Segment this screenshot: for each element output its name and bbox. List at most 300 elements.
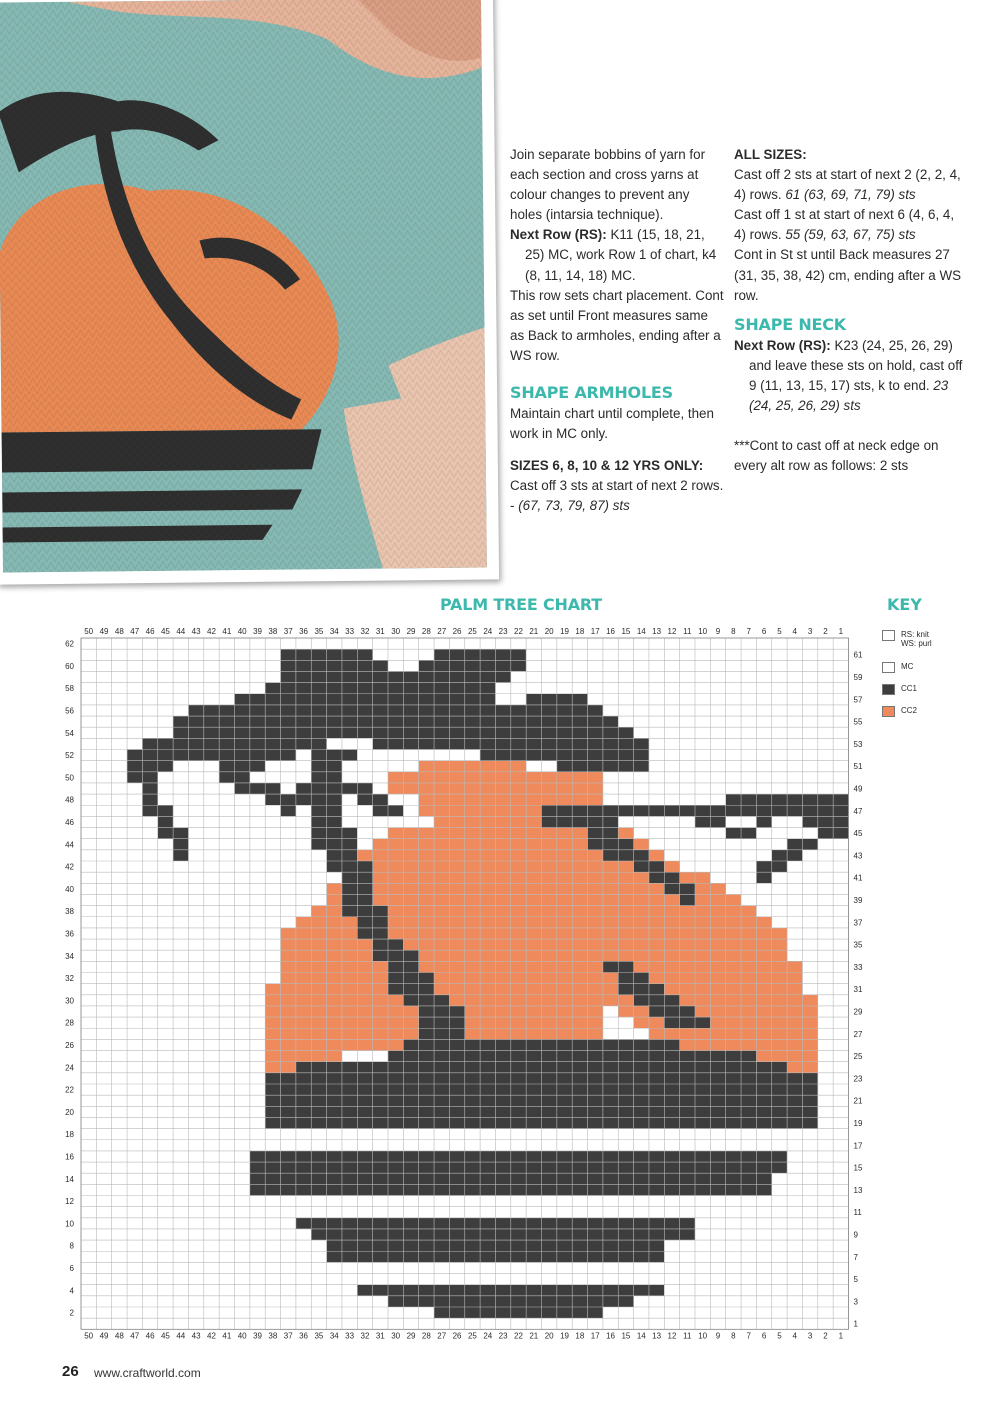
stitch-cc2 [311,961,326,972]
stitch-cc1 [250,750,265,761]
stitch-cc1 [311,1106,326,1117]
stitch-cc2 [588,906,603,917]
stitch-cc2 [695,894,710,905]
stitch-cc1 [373,917,388,928]
stitch-cc2 [526,883,541,894]
stitch-cc1 [465,1117,480,1128]
row-number: 53 [853,739,863,749]
stitch-cc2 [449,906,464,917]
stitch-cc1 [449,1051,464,1062]
column-number: 26 [452,627,462,636]
stitch-cc2 [542,850,557,861]
stitch-cc2 [327,961,342,972]
stitch-cc1 [419,1151,434,1162]
stitch-cc2 [342,961,357,972]
stitch-cc1 [219,727,234,738]
stitch-cc1 [388,716,403,727]
stitch-cc2 [756,1051,771,1062]
stitch-cc1 [588,1073,603,1084]
stitch-cc1 [373,1162,388,1173]
stitch-cc1 [373,1240,388,1251]
stitch-cc2 [480,816,495,827]
stitch-cc2 [756,961,771,972]
stitch-cc1 [281,1073,296,1084]
stitch-cc1 [542,1240,557,1251]
column-number: 11 [683,627,692,636]
column-number: 27 [437,1331,447,1341]
stitch-cc2 [511,883,526,894]
stitch-cc2 [649,961,664,972]
column-number: 35 [314,1331,324,1341]
stitch-cc1 [557,1117,572,1128]
stitch-cc2 [726,1017,741,1028]
stitch-cc1 [419,1296,434,1307]
stitch-cc1 [603,839,618,850]
stitch-cc2 [572,995,587,1006]
stitch-cc2 [327,984,342,995]
stitch-cc1 [680,883,695,894]
stitch-cc1 [588,1151,603,1162]
stitch-cc1 [296,1184,311,1195]
sets-paragraph: This row sets chart placement. Cont as set until Front measures same as Back to armholes, ending after a WS row. [510,287,724,363]
stitch-cc1 [664,1151,679,1162]
row-number: 23 [853,1074,863,1084]
stitch-cc2 [449,928,464,939]
stitch-cc1 [772,1162,787,1173]
stitch-cc2 [664,906,679,917]
stitch-cc2 [526,772,541,783]
stitch-cc1 [634,1039,649,1050]
column-number: 46 [145,627,155,636]
row-number: 11 [853,1208,862,1218]
stitch-cc2 [511,1028,526,1039]
row-number: 27 [853,1029,863,1039]
column-number: 48 [114,1331,124,1341]
stitch-cc1 [419,1006,434,1017]
row-number: 16 [65,1152,74,1162]
row-number: 18 [65,1130,74,1140]
stitch-cc2 [756,939,771,950]
stitch-cc2 [403,1017,418,1028]
stitch-cc2 [649,1017,664,1028]
stitch-cc1 [342,683,357,694]
stitch-cc2 [449,872,464,883]
stitch-cc2 [388,839,403,850]
next-row-text: K11 (15, 18, 21, 25) MC, work Row 1 of chart, k4 (8, 11, 14, 18) MC. [525,227,717,283]
stitch-cc1 [388,1084,403,1095]
stitch-cc1 [357,1117,372,1128]
stitch-cc1 [664,1229,679,1240]
stitch-cc1 [511,1073,526,1084]
stitch-cc1 [296,738,311,749]
stitch-cc1 [634,805,649,816]
stitch-cc1 [557,816,572,827]
stitch-cc1 [480,1307,495,1318]
stitch-cc1 [327,1240,342,1251]
stitch-cc2 [388,1017,403,1028]
stitch-cc2 [756,1039,771,1050]
stitch-cc1 [588,828,603,839]
stitch-cc1 [480,1240,495,1251]
stitch-cc1 [572,1229,587,1240]
stitch-cc2 [449,939,464,950]
stitch-cc2 [465,961,480,972]
stitch-cc1 [449,1251,464,1262]
stitch-cc1 [772,1117,787,1128]
stitch-cc1 [281,1184,296,1195]
stitch-cc1 [572,1151,587,1162]
stitch-cc1 [142,772,157,783]
stitch-cc1 [434,660,449,671]
stitch-cc1 [480,694,495,705]
stitch-cc1 [219,738,234,749]
stitch-cc2 [281,1051,296,1062]
stitch-cc1 [710,1162,725,1173]
stitch-cc2 [495,984,510,995]
stitch-cc1 [403,984,418,995]
stitch-cc2 [419,850,434,861]
stitch-cc2 [449,961,464,972]
stitch-cc1 [480,1151,495,1162]
stitch-cc1 [511,750,526,761]
stitch-cc2 [557,995,572,1006]
stitch-cc2 [465,761,480,772]
stitch-cc2 [388,883,403,894]
stitch-cc2 [327,906,342,917]
stitch-cc2 [557,1006,572,1017]
stitch-cc1 [634,861,649,872]
stitch-cc1 [311,1162,326,1173]
stitch-cc1 [557,1296,572,1307]
stitch-cc1 [327,1106,342,1117]
stitch-cc1 [219,772,234,783]
stitch-cc1 [373,950,388,961]
stitch-cc2 [296,950,311,961]
stitch-cc1 [511,1151,526,1162]
column-number: 21 [529,1331,539,1341]
stitch-cc1 [680,1084,695,1095]
stitch-cc2 [572,973,587,984]
stitch-cc2 [281,928,296,939]
stitch-cc1 [142,805,157,816]
stitch-cc1 [480,716,495,727]
stitch-cc2 [572,961,587,972]
stitch-cc2 [772,984,787,995]
stitch-cc1 [373,1073,388,1084]
stitch-cc1 [710,805,725,816]
stitch-cc1 [649,1184,664,1195]
stitch-cc1 [342,1162,357,1173]
stitch-cc2 [311,939,326,950]
stitch-cc1 [526,694,541,705]
stitch-cc1 [250,1173,265,1184]
stitch-cc1 [265,1073,280,1084]
stitch-cc2 [403,828,418,839]
stitch-cc2 [557,872,572,883]
stitch-cc2 [603,984,618,995]
stitch-cc1 [542,1307,557,1318]
stitch-cc2 [311,984,326,995]
stitch-cc1 [495,1240,510,1251]
stitch-cc1 [449,1117,464,1128]
row-number: 48 [65,795,74,805]
stitch-cc1 [480,738,495,749]
stitch-cc1 [465,1296,480,1307]
stitch-cc2 [634,872,649,883]
stitch-cc2 [357,1017,372,1028]
row-number: 29 [853,1007,863,1017]
stitch-cc2 [495,1017,510,1028]
stitch-cc1 [649,1173,664,1184]
stitch-cc2 [634,928,649,939]
stitch-cc2 [419,917,434,928]
stitch-cc2 [495,839,510,850]
stitch-cc2 [327,1006,342,1017]
stitch-cc2 [465,772,480,783]
row-number: 40 [65,884,74,894]
column-number: 34 [329,627,339,636]
stitch-cc2 [465,839,480,850]
stitch-cc1 [158,750,173,761]
stitch-cc1 [495,1285,510,1296]
stitch-cc1 [388,727,403,738]
stitch-cc1 [588,1173,603,1184]
stitch-cc2 [649,928,664,939]
stitch-cc2 [434,928,449,939]
stitch-cc1 [311,660,326,671]
stitch-cc1 [680,1017,695,1028]
stitch-cc2 [726,961,741,972]
stitch-cc1 [818,816,833,827]
stitch-cc2 [296,917,311,928]
stitch-cc2 [327,995,342,1006]
stitch-cc2 [480,1017,495,1028]
row-number: 51 [853,762,863,772]
stitch-cc1 [802,794,817,805]
stitch-cc1 [403,671,418,682]
stitch-cc1 [342,1184,357,1195]
stitch-cc2 [434,761,449,772]
stitch-cc1 [572,816,587,827]
stitch-cc1 [419,671,434,682]
column-number: 31 [375,627,385,636]
stitch-cc1 [388,671,403,682]
stitch-cc2 [342,917,357,928]
stitch-cc1 [311,683,326,694]
column-number: 16 [606,627,616,636]
stitch-cc1 [188,705,203,716]
column-number: 8 [731,627,736,636]
stitch-cc1 [296,1151,311,1162]
stitch-cc1 [296,1218,311,1229]
stitch-cc1 [557,1073,572,1084]
stitch-cc2 [695,1039,710,1050]
stitch-cc2 [526,928,541,939]
stitch-cc1 [664,1062,679,1073]
stitch-cc2 [680,973,695,984]
stitch-cc1 [495,705,510,716]
row-number: 14 [65,1174,74,1184]
stitch-cc1 [741,1051,756,1062]
stitch-cc2 [588,850,603,861]
stitch-cc2 [695,928,710,939]
stitch-cc1 [327,1062,342,1073]
column-number: 17 [590,1331,600,1341]
stitch-cc2 [403,894,418,905]
stitch-cc2 [265,1051,280,1062]
stitch-cc1 [480,1073,495,1084]
stitch-cc1 [603,750,618,761]
stitch-cc1 [449,660,464,671]
stitch-cc1 [434,694,449,705]
stitch-cc1 [449,1084,464,1095]
stitch-cc2 [511,973,526,984]
row-number: 20 [65,1107,74,1117]
stitch-cc1 [542,1073,557,1084]
stitch-cc2 [419,839,434,850]
stitch-cc1 [434,1251,449,1262]
stitch-cc1 [664,1184,679,1195]
stitch-cc2 [495,828,510,839]
stitch-cc1 [664,1039,679,1050]
stitch-cc2 [603,939,618,950]
stitch-cc1 [403,1106,418,1117]
stitch-cc1 [634,1062,649,1073]
stitch-cc2 [388,872,403,883]
stitch-cc1 [572,705,587,716]
stitch-cc1 [634,1229,649,1240]
stitch-cc1 [618,839,633,850]
stitch-cc1 [680,894,695,905]
column-number: 25 [467,627,477,636]
stitch-cc2 [572,1006,587,1017]
stitch-cc1 [603,738,618,749]
stitch-cc2 [357,961,372,972]
stitch-cc2 [342,928,357,939]
stitch-cc1 [511,1062,526,1073]
stitch-cc1 [588,750,603,761]
stitch-cc2 [526,950,541,961]
column-number: 50 [84,1331,94,1341]
stitch-cc1 [342,1240,357,1251]
stitch-cc1 [695,1073,710,1084]
stitch-cc1 [281,750,296,761]
stitch-cc2 [649,950,664,961]
stitch-cc2 [741,995,756,1006]
stitch-cc1 [756,872,771,883]
stitch-cc2 [265,1062,280,1073]
stitch-cc1 [419,1073,434,1084]
stitch-cc1 [311,694,326,705]
stitch-cc2 [542,794,557,805]
stitch-cc1 [311,761,326,772]
stitch-cc2 [572,939,587,950]
stitch-cc1 [664,1162,679,1173]
armholes-paragraph: Maintain chart until complete, then work in MC only. [510,406,714,442]
stitch-cc1 [265,1151,280,1162]
stitch-cc2 [802,1062,817,1073]
stitch-cc1 [419,660,434,671]
stitch-cc1 [572,750,587,761]
stitch-cc2 [542,961,557,972]
row-number: 36 [65,929,74,939]
stitch-cc1 [465,716,480,727]
stitch-cc2 [373,861,388,872]
stitch-cc2 [281,995,296,1006]
stitch-cc1 [542,1296,557,1307]
column-number: 20 [544,627,554,636]
stitch-cc1 [649,1084,664,1095]
stitch-cc1 [250,1184,265,1195]
stitch-cc1 [357,894,372,905]
stitch-cc1 [434,649,449,660]
stitch-cc1 [403,727,418,738]
stitch-cc1 [281,660,296,671]
stitch-cc1 [357,716,372,727]
stitch-cc1 [281,794,296,805]
stitch-cc2 [511,805,526,816]
column-number: 28 [421,627,431,636]
stitch-cc1 [680,1073,695,1084]
row-number: 47 [853,806,863,816]
stitch-cc2 [557,861,572,872]
stitch-cc1 [281,1084,296,1095]
stitch-cc1 [603,816,618,827]
row-number: 49 [853,784,863,794]
column-number: 38 [268,1331,278,1341]
stitch-cc2 [434,872,449,883]
stitch-cc1 [557,1039,572,1050]
stitch-cc2 [802,1006,817,1017]
stitch-cc2 [557,1017,572,1028]
stitch-cc2 [634,883,649,894]
stitch-cc1 [173,716,188,727]
stitch-cc2 [726,894,741,905]
stitch-cc1 [373,1151,388,1162]
stitch-cc2 [449,883,464,894]
stitch-cc2 [726,950,741,961]
stitch-cc1 [373,1218,388,1229]
stitch-cc1 [680,1151,695,1162]
stitch-cc1 [127,761,142,772]
stitch-cc1 [802,1095,817,1106]
stitch-cc2 [787,1039,802,1050]
stitch-cc2 [572,1017,587,1028]
stitch-cc1 [495,1095,510,1106]
stitch-cc2 [756,928,771,939]
stitch-cc1 [618,1229,633,1240]
stitch-cc1 [158,828,173,839]
stitch-cc2 [664,1028,679,1039]
stitch-cc1 [480,1062,495,1073]
stitch-cc2 [588,794,603,805]
stitch-cc2 [680,872,695,883]
stitch-cc1 [173,850,188,861]
stitch-cc1 [403,995,418,1006]
stitch-cc1 [480,660,495,671]
stitch-cc2 [649,973,664,984]
armholes-heading: SHAPE ARMHOLES [510,383,673,403]
stitch-cc2 [434,894,449,905]
stitch-cc2 [526,894,541,905]
stitch-cc2 [741,1017,756,1028]
stitch-cc2 [588,973,603,984]
stitch-cc1 [618,1062,633,1073]
stitch-cc1 [281,694,296,705]
stitch-cc1 [495,660,510,671]
stitch-cc2 [388,917,403,928]
stitch-cc1 [542,1285,557,1296]
